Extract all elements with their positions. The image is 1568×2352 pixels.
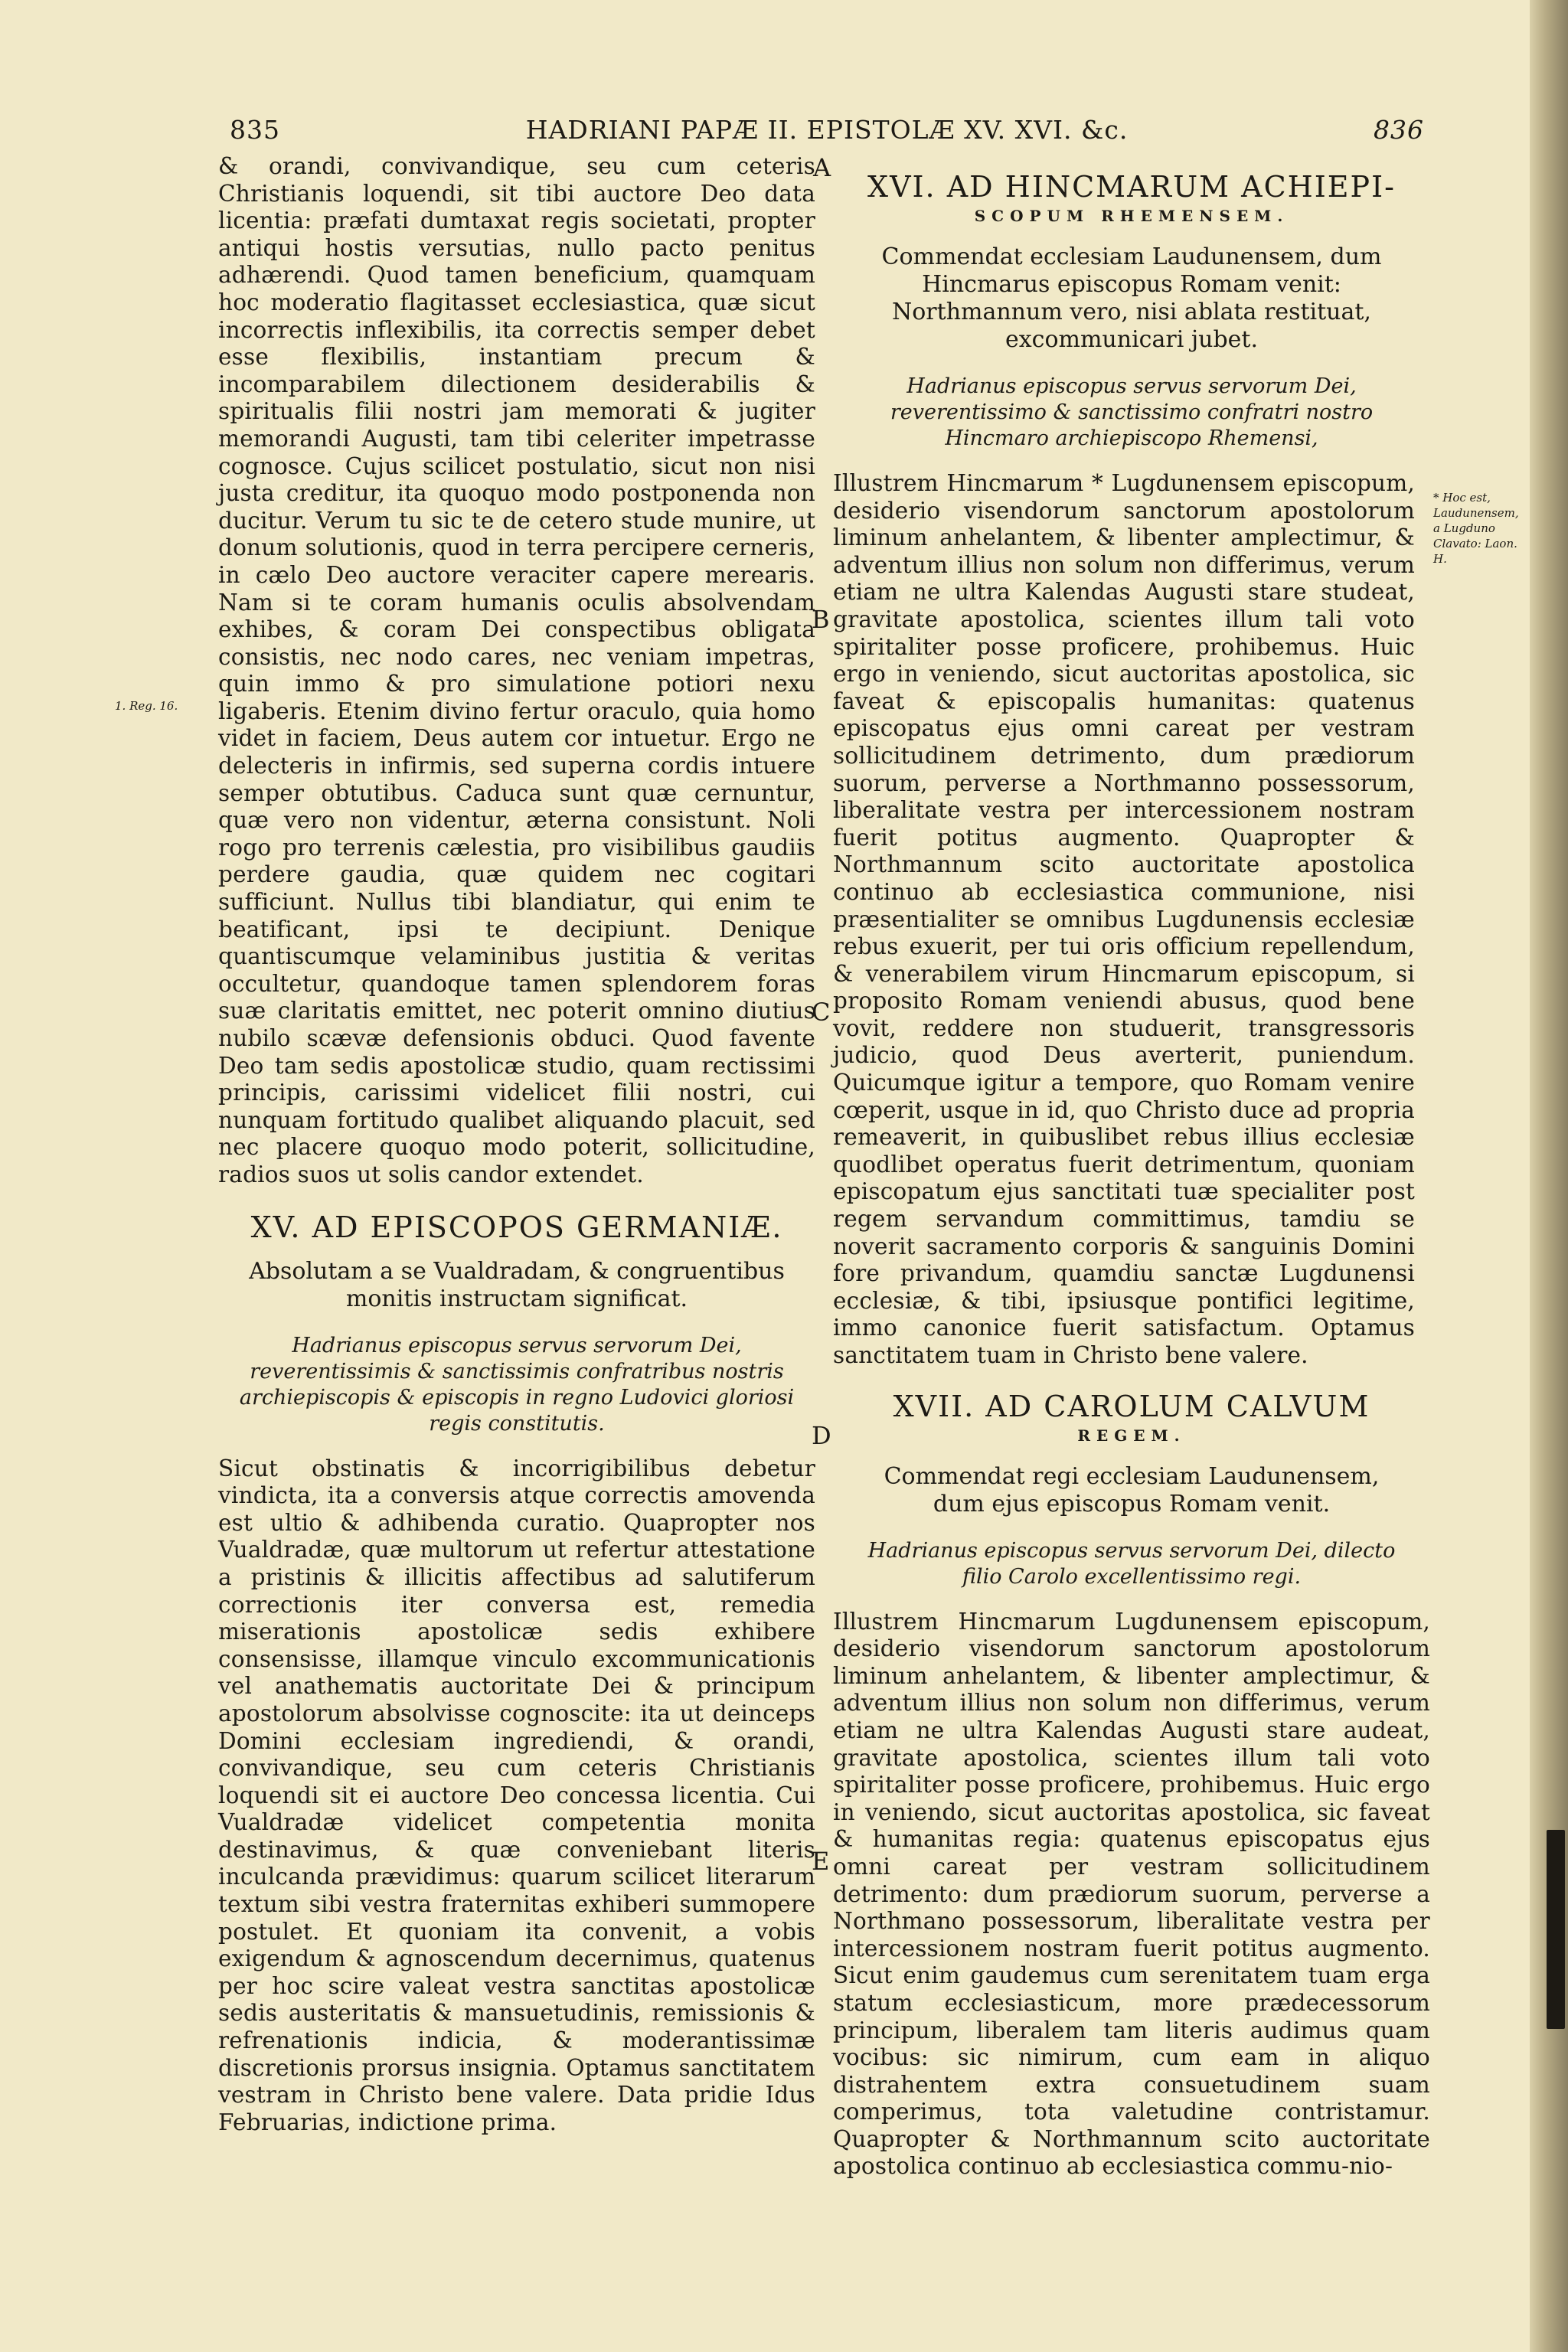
binding-mark	[1547, 1830, 1565, 2029]
left-column	[218, 153, 815, 2136]
section-title-xvi: XVI. AD HINCMARUM ACHIEPI-	[867, 170, 1396, 204]
left-paragraph-2: Sicut obstinatis & incorrigibilibus debetur vindicta, ita a conversis atque correctis amovenda est ultio & adhibenda curatio. Quapropter nos Vualdradæ, quæ multorum ut refertur attestatione a pristinis & illicitis affectibus ad salutiferum correctionis iter conversa est, remedia miserationis apostolicæ sedis exhibere consensisse, illamque vinculo excommunicationis vel anathematis auctoritate Dei & principum apostolorum absolvisse cognoscite: ita ut deinceps Domini ecclesiam ingrediendi, & orandi, convivandique, seu cum ceteris Christianis loquendi sit ei auctore Deo concessa licentia. Cui Vualdradæ videlicet competentia monita destinavimus, & quæ conveniebant literis inculcanda prævidimus: quarum scilicet literarum textum sibi vestra fraternitas exhiberi summopere postulet. Et quoniam ita convenit, a vobis exigendum & agnoscendum decernimus, quatenus per hoc scire valeat vestra sanctitas apostolicæ sedis austeritatis & mansuetudinis, remissionis & refrenationis indicia, & moderantissimæ discretionis prorsus insignia. Optamus sanctitatem vestram in Christo bene valere. Data pridie Idus Februarias, indictione prima.	[218, 1455, 815, 2135]
salutation-xvii: Hadrianus episcopus servus servorum Dei, dilecto filio Carolo excellentissimo regi.	[867, 1538, 1396, 1589]
section-title-xvii: XVII. AD CAROLUM CALVUM	[893, 1389, 1370, 1423]
section-title-xv: XV. AD EPISCOPOS GERMANIÆ.	[250, 1210, 783, 1244]
page-header	[230, 115, 1424, 158]
salutation-xv: Hadrianus episcopus servus servorum Dei, reverentissimis & sanctissimis confratribus nostris archiepiscopis & episcopis in regno Ludovici gloriosi regis constitutis.	[239, 1333, 795, 1436]
margin-note-hoc: * Hoc est, Laudunensem, a Lugduno Clavato: Laon. H.	[1433, 491, 1519, 566]
section-subtitle-xvii: REGEM.	[1077, 1426, 1186, 1445]
page-number-left: 835	[230, 115, 280, 145]
page-number-right: 836	[1374, 115, 1424, 145]
column-marker-b: B	[812, 605, 830, 634]
salutation-xvi: Hadrianus episcopus servus servorum Dei, reverentissimo & sanctissimo confratri nostro Hincmaro archiepiscopo Rhemensi,	[890, 374, 1374, 450]
left-paragraph-1: & orandi, convivandique, seu cum ceteris Christianis loquendi, sit tibi auctore Deo data licentia: præfati dumtaxat regis societati, propter antiqui hostis versutias, nullo pacto penitus adhærendi. Quod tamen beneficium, quamquam hoc moderatio flagitasset ecclesiastica, quæ sicut incorrectis inflexibilis, ita correctis semper debet esse flexibilis, instantiam precum & incomparabilem dilectionem desiderabilis & spiritualis filii nostri jam memorati & jugiter memorandi Augusti, tam tibi celeriter impetrasse cognosce. Cujus scilicet postulatio, sicut non nisi justa creditur, ita quoquo modo postponenda non ducitur. Verum tu sic te de cetero stude munire, ut donum solutionis, quod in terra percipere cerneris, in cælo Deo auctore veraciter capere merearis. Nam si te coram humanis oculis absolvendam exhibes, & coram Dei conspectibus obligata consistis, nec nodo cares, nec veniam impetras, quin immo & pro simulatione potiori nexu ligaberis. Etenim divino fertur oraculo, quia homo videt in faciem, Deus autem cor intuetur. Ergo ne delecteris in infirmis, sed superna cordis intuere semper obtutibus. Caduca sunt quæ cernuntur, quæ vero non videntur, æterna consistunt. Noli rogo pro terrenis cælestia, pro visibilibus gaudiis perdere gaudia, quæ quidem nec cogitari sufficiunt. Nullus tibi blandiatur, qui enim te beatificant, ipsi te decipiunt. Denique quantiscumque velaminibus justitia & veritas occultetur, quandoque tamen splendorem foras suæ claritatis emittet, nec poterit omnino diutius nubilo scævæ defensionis obduci. Quod favente Deo tam sedis apostolicæ studio, quam rectissimi principis, carissimi videlicet filii nostri, cui nunquam fortitudo qualibet aliquando placuit, sed nec placere quoquo modo poterit, sollicitudine, radios suos ut solis candor extendet.	[218, 153, 815, 1187]
right-paragraph-1: Illustrem Hincmarum * Lugdunensem episcopum, desiderio visendorum sanctorum apostolorum liminum anhelantem, & libenter amplectimur, & adventum illius non solum non differimus, verum etiam ne ultra Kalendas Augusti stare studeat, gravitate apostolica, scientes illum tali voto spiritaliter posse proficere, prohibemus. Huic ergo in veniendo, sicut auctoritas apostolica, sic faveat & episcopalis humanitas: quatenus episcopatus ejus omni careat per vestram sollicitudinem detrimento, dum prædiorum suorum, perverse a Northmanno possessorum, liberalitate vestra per intercessionem nostram fuerit potitus augmento. Quapropter & Northmannum scito auctoritate apostolica continuo ab ecclesiastica communione, nisi præsentialiter se omnibus Lugdunensis ecclesiæ rebus exuerit, per tui oris officium repellendum, & venerabilem virum Hincmarum episcopum, si proposito Romam veniendi abusus, quod bene vovit, reddere non studuerit, transgressoris judicio, quod Deus averterit, puniendum. Quicumque igitur a tempore, quo Romam venire cœperit, usque in id, quo Christo duce ad propria remeaverit, in quibuslibet rebus illius ecclesiæ quodlibet operatus fuerit detrimentum, quoniam episcopatum ejus sanctitati tuæ specialiter post regem servandum committimus, tamdiu se noverit sacramento corporis & sanguinis Domini fore privandum, quamdiu sanctæ Lugdunensi ecclesiæ, & tibi, ipsiusque pontifici legitime, immo canonice fuerit satisfactum. Optamus sanctitatem tuam in Christo bene valere.	[833, 470, 1415, 1368]
right-column	[833, 153, 1430, 2180]
column-marker-e: E	[812, 1847, 830, 1876]
section-summary-xvi: Commendat ecclesiam Laudunensem, dum Hincmarus episcopus Romam venit: Northmannum vero, nisi ablata restituat, excommunicari jubet.	[881, 243, 1382, 353]
running-title: HADRIANI PAPÆ II. EPISTOLÆ XV. XVI. &c.	[525, 115, 1129, 145]
right-paragraph-2: Illustrem Hincmarum Lugdunensem episcopum, desiderio visendorum sanctorum apostolorum liminum anhelantem, & libenter amplectimur, & adventum illius non solum non differimus, verum etiam ne ultra Kalendas Augusti stare audeat, gravitate apostolica, scientes illum tali voto spiritaliter posse proficere, prohibemus. Huic ergo in veniendo, sicut auctoritas apostolica, sic faveat & humanitas regia: quatenus episcopatus ejus omni careat per vestram sollicitudinem detrimento: dum prædiorum suorum, perverse a Northmano possessorum, liberalitate vestra per intercessionem nostram fuerit potitus augmento. Sicut enim gaudemus cum serenitatem tuam erga statum ecclesiasticum, more prædecessorum principum, liberalem tam literis audimus quam vocibus: sic nimirum, cum eam in aliquo distrahentem extra consuetudinem suam comperimus, tota valetudine contristamur. Quapropter & Northmannum scito auctoritate apostolica continuo ab ecclesiastica commu-nio-	[833, 1608, 1430, 2180]
column-marker-d: D	[812, 1421, 831, 1450]
section-summary-xv: Absolutam a se Vualdradam, & congruentibus monitis instructam significat.	[249, 1257, 785, 1312]
column-marker-c: C	[812, 998, 831, 1027]
section-subtitle-xvi: SCOPUM RHEMENSEM.	[974, 207, 1289, 225]
margin-note-reg: 1. Reg. 16.	[115, 699, 178, 713]
column-marker-a: A	[813, 153, 831, 182]
page-edge	[1530, 0, 1568, 2352]
section-summary-xvii: Commendat regi ecclesiam Laudunensem, dum ejus episcopus Romam venit.	[884, 1462, 1380, 1517]
